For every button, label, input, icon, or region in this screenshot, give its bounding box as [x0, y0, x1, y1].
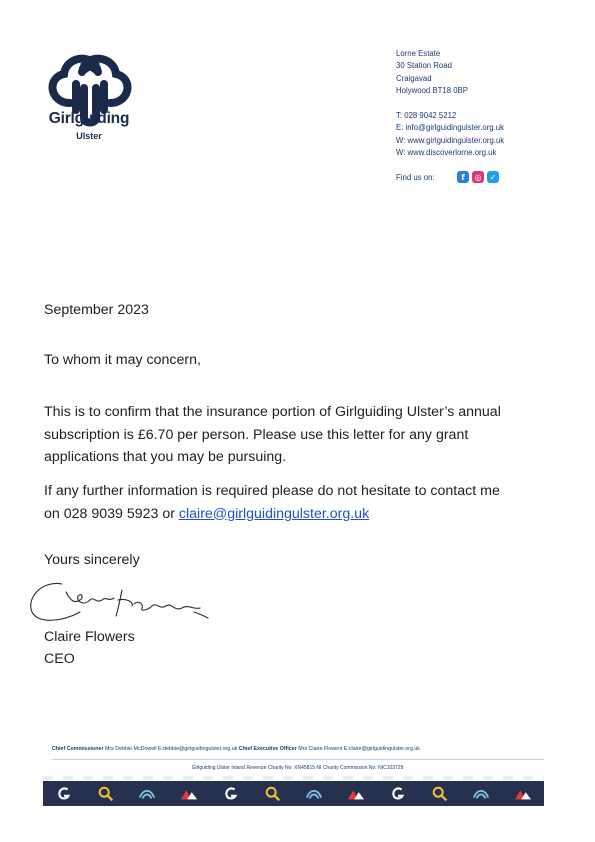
- wave-icon: [305, 785, 323, 803]
- salutation: To whom it may concern,: [44, 352, 201, 368]
- trefoil-icon: [389, 785, 407, 803]
- signer-title: CEO: [44, 651, 75, 667]
- mountains-icon: [180, 785, 198, 803]
- trefoil-icon: [222, 785, 240, 803]
- address-line: Lorne Estate: [396, 49, 441, 58]
- ceo-email[interactable]: E:claire@girlguidingulster.org.uk: [343, 746, 420, 752]
- ceo-name: Mrs Claire Flowers: [298, 746, 343, 752]
- address-line: Holywood BT18 0BP: [396, 86, 468, 96]
- chief-commissioner-email[interactable]: E:debbie@girlguidingulster.org.uk: [158, 746, 238, 752]
- paragraph-line: [44, 503, 500, 526]
- find-us-label: Find us on:: [396, 173, 435, 182]
- email-link[interactable]: claire@girlguidingulster.org.uk: [178, 505, 370, 522]
- ceo-label: Chief Executive Officer: [238, 746, 297, 752]
- mountains-icon: [347, 785, 365, 803]
- chief-commissioner-label: Chief Commissioner: [52, 746, 104, 752]
- paragraph-line: subscription is £6.70 per person. Please use this letter for any grant: [44, 426, 469, 443]
- website-line[interactable]: W: www.girlguidingulster.org.uk: [396, 135, 505, 145]
- wave-icon: [138, 785, 156, 803]
- trefoil-icon: [55, 785, 73, 803]
- mountains-icon: [514, 785, 532, 803]
- facebook-icon[interactable]: f: [457, 171, 469, 183]
- magnifier-icon: [431, 785, 449, 803]
- address-line: 30 Station Road: [396, 61, 452, 71]
- social-icons: [457, 171, 499, 183]
- address-block: [396, 48, 468, 98]
- handwritten-signature: [22, 570, 222, 630]
- brand-name: Girlguiding: [48, 110, 130, 127]
- footer-stripe: [43, 776, 544, 780]
- footer-officers: [52, 746, 420, 752]
- instagram-icon[interactable]: ◎: [472, 171, 484, 183]
- magnifier-icon: [97, 785, 115, 803]
- contact-block: [396, 110, 504, 160]
- signer-name: Claire Flowers: [44, 629, 135, 645]
- paragraph-line: applications that you may be pursuing.: [44, 449, 287, 465]
- closing: Yours sincerely: [44, 552, 140, 568]
- address-line: Craigavad: [396, 73, 432, 83]
- paragraph-line: This is to confirm that the insurance portion of Girlguiding Ulster’s annual: [44, 404, 501, 420]
- phone-line: T: 028 9042 5212: [396, 111, 457, 120]
- twitter-icon[interactable]: ✓: [487, 171, 499, 183]
- wave-icon: [472, 785, 490, 803]
- footer-divider: [52, 759, 544, 760]
- letter-date: September 2023: [44, 302, 149, 318]
- email-line[interactable]: E: info@girlguidingulster.org.uk: [396, 123, 505, 133]
- footer-registration: Girlguiding Ulster Inland Revenue Charity No: XN45815 NI Charity Commission No: NIC103728: [191, 765, 404, 771]
- magnifier-icon: [264, 785, 282, 803]
- paragraph-2: [44, 480, 500, 525]
- phone-text: on 028 9039 5923 or: [44, 505, 179, 522]
- paragraph-1: [44, 401, 501, 469]
- footer-icon-bar: [43, 781, 544, 806]
- chief-commissioner-name: Mrs Debbie McDowell: [105, 746, 157, 752]
- paragraph-line: If any further information is required please do not hesitate to contact me: [44, 483, 500, 499]
- website-line[interactable]: W: www.discoverlorne.org.uk: [396, 148, 497, 158]
- brand-subtitle: Ulster: [76, 131, 102, 141]
